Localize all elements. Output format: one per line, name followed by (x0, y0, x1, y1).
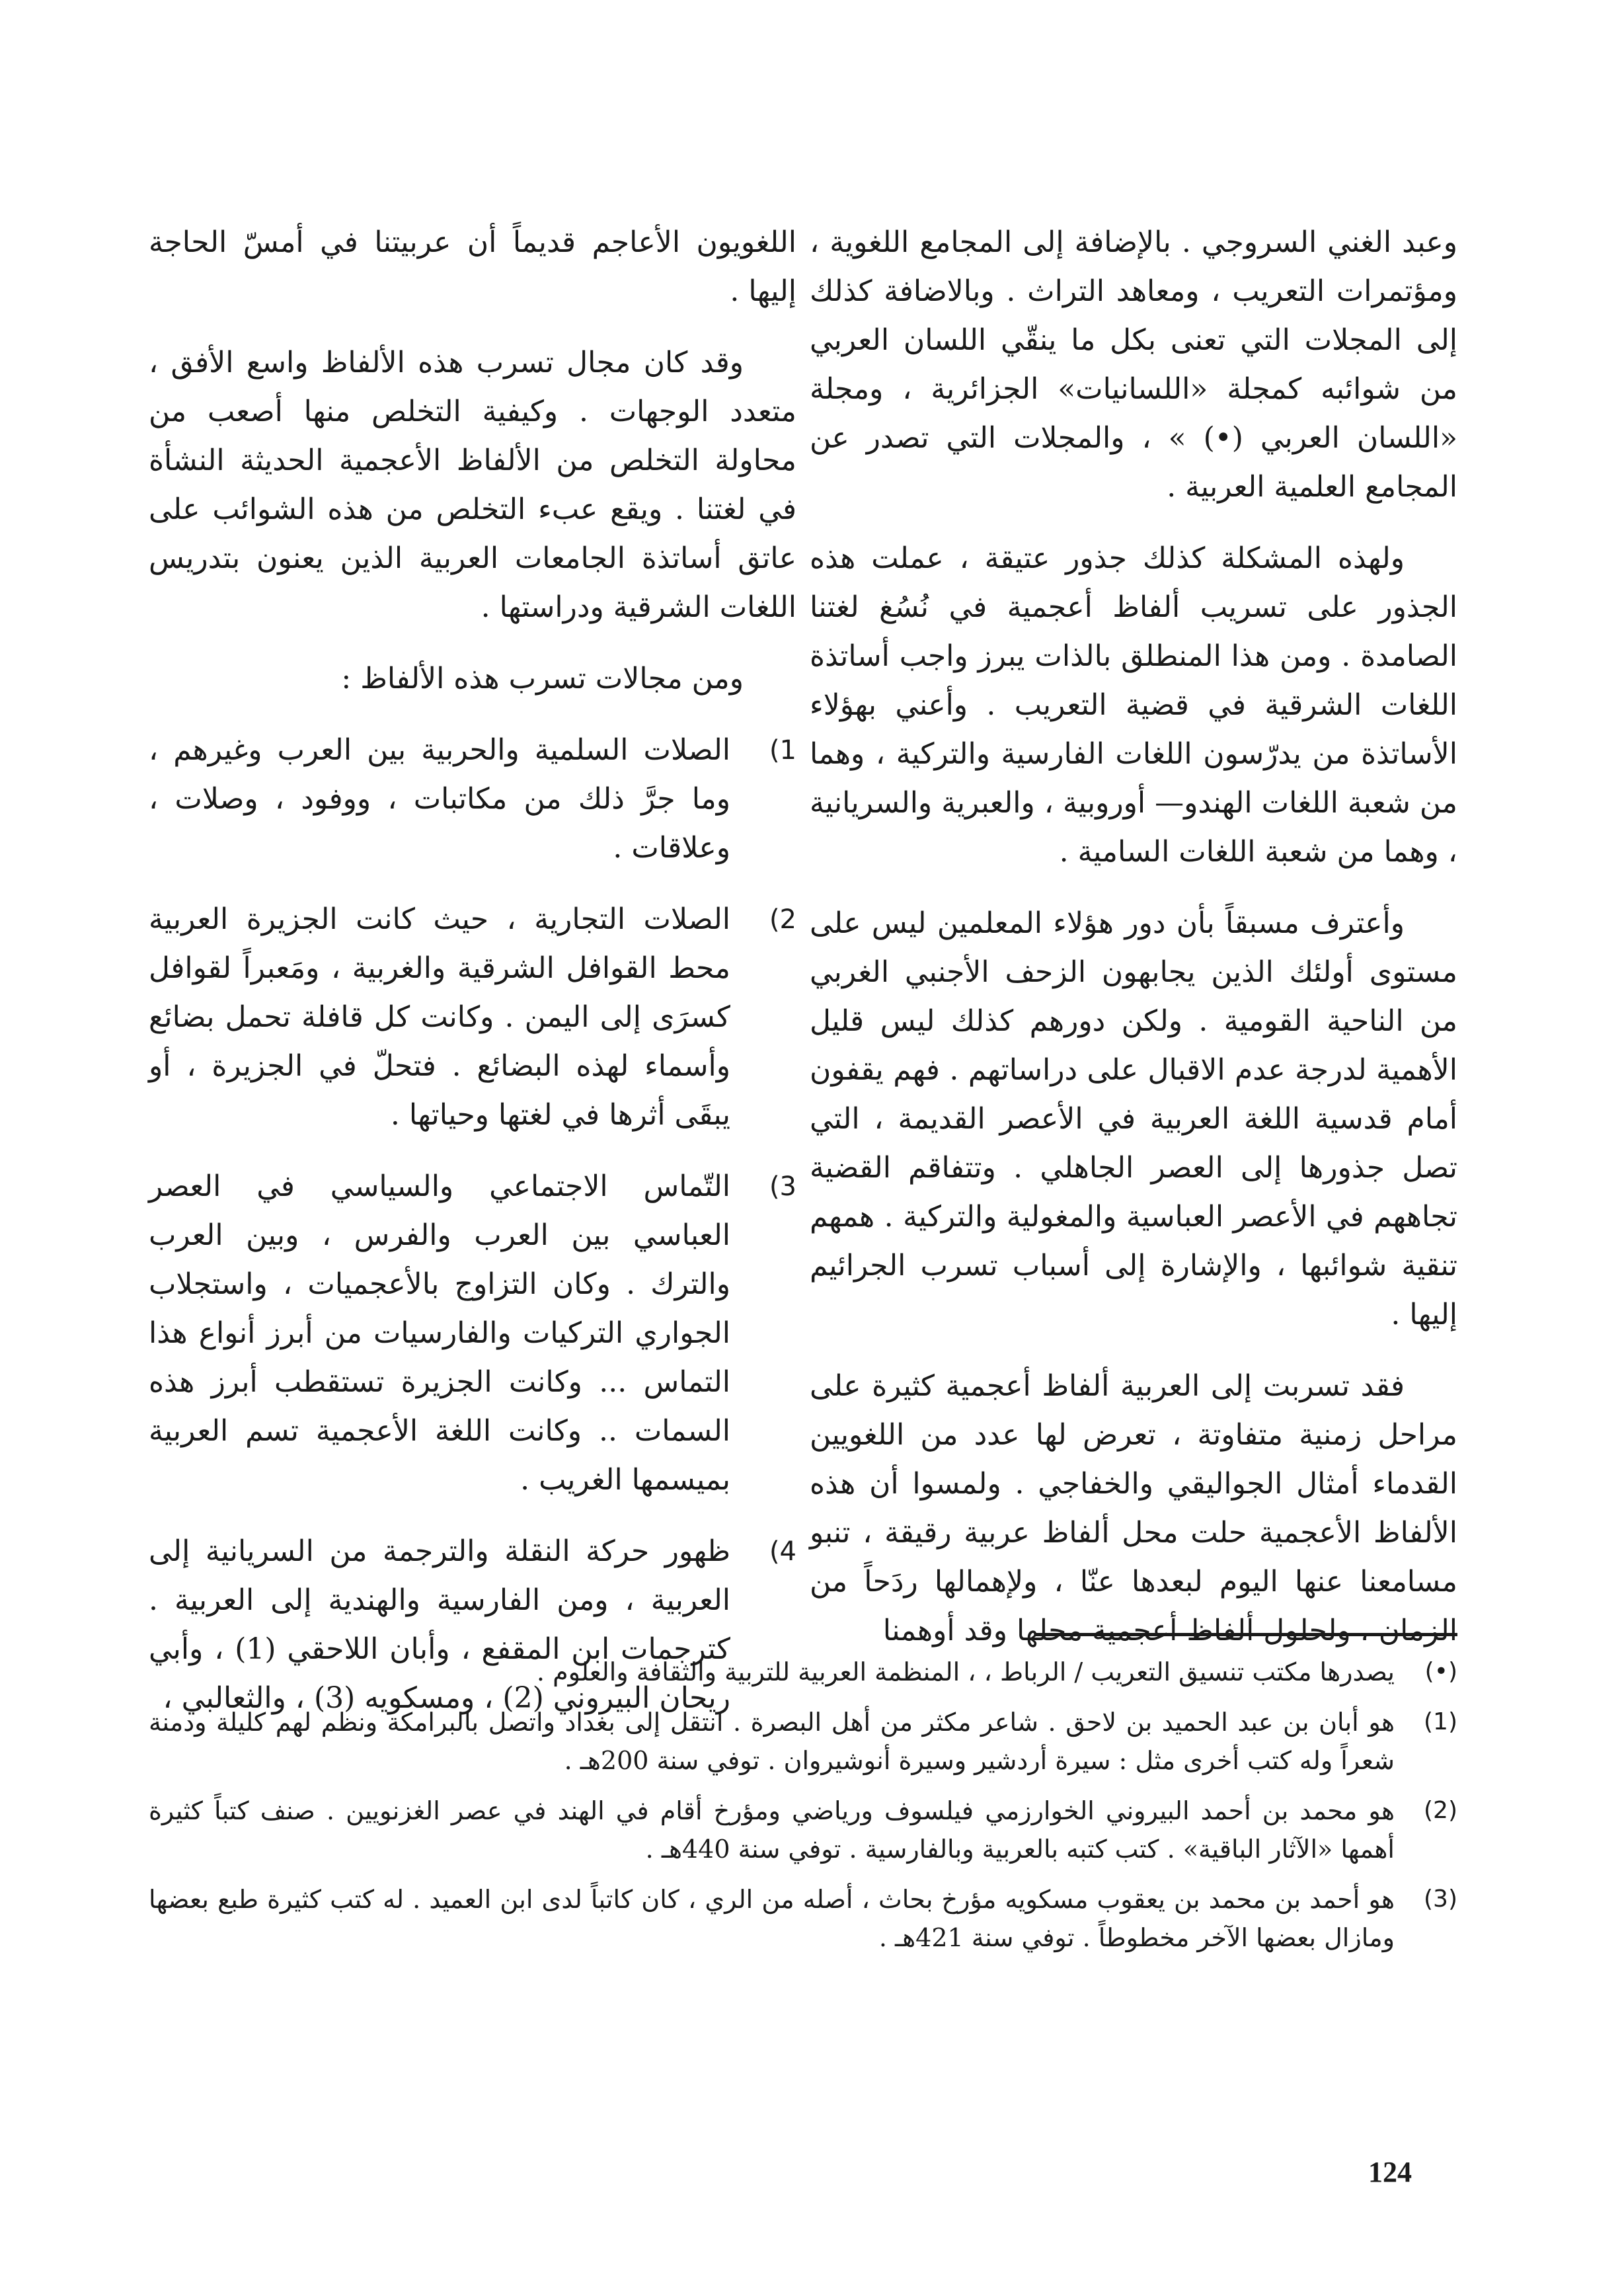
footnote (149, 1880, 1457, 1957)
footnote (149, 1703, 1457, 1780)
numbered-list (149, 726, 796, 1723)
paragraph: اللغويون الأعاجم قديماً أن عربيتنا في أمسّ الحاجة إليها . (149, 225, 796, 308)
footnote (149, 1792, 1457, 1868)
paragraph: ومن مجالات تسرب هذه الألفاظ : (341, 662, 744, 695)
list-marker: 3) (769, 1171, 796, 1202)
list-item (149, 895, 796, 1140)
paragraph: وأعترف مسبقاً بأن دور هؤلاء المعلمين ليس على مستوى أولئك الذين يجابهون الزحف الأجنبي الغربي من الناحية القومية . ولكن دورهم كذلك ليس قليل الأهمية لدرجة عدم الاقبال على دراساتهم . فهم يقفون أمام قدسية اللغة العربية في الأعصر القديمة ، التي تصل جذورها إلى العصر الجاهلي . وتتفاقم القضية تجاههم في الأعصر العباسية والمغولية والتركية . همهم تنقية شوائبها ، والإشارة إلى أسباب تسرب الجرائيم إليها . (810, 906, 1458, 1331)
list-item (149, 726, 796, 873)
footnote-divider (1034, 1633, 1457, 1636)
paragraph: وعبد الغني السروجي . بالإضافة إلى المجامع اللغوية ، ومؤتمرات التعريب ، ومعاهد التراث . وبالاضافة كذلك إلى المجلات التي تعنى بكل ما ينقّي اللسان العربي من شوائبه كمجلة «اللسانيات» الجزائرية ، ومجلة «اللسان العربي (•) » ، والمجلات التي تصدر عن المجامع العلمية العربية . (810, 225, 1457, 504)
footnote-text: هو أبان بن عبد الحميد بن لاحق . شاعر مكثر من أهل البصرة . انتقل إلى بغداد واتصل بالبرامكة ونظم لهم كليلة ودمنة شعراً وله كتب أخرى مثل : سيرة أردشير وسيرة أنوشيروان . توفي سنة 200هـ . (149, 1708, 1395, 1775)
footnote-marker: (2) (1424, 1797, 1457, 1824)
paragraph: وقد كان مجال تسرب هذه الألفاظ واسع الأفق ، متعدد الوجهات . وكيفية التخلص منها أصعب من محاولة التخلص من الألفاظ الأعجمية الحديثة النشأة في لغتنا . ويقع عبء التخلص من هذه الشوائب على عاتق أساتذة الجامعات العربية الذين يعنون بتدريس اللغات الشرقية ودراستها . (149, 346, 796, 624)
footnote-text: هو أحمد بن محمد بن يعقوب مسكويه مؤرخ بحاث ، أصله من الري ، كان كاتباً لدى ابن العميد . له كتب كثيرة طبع بعضها ومازال بعضها الآخر مخطوطاً . توفي سنة 421هـ . (149, 1885, 1395, 1952)
paragraph: ولهذه المشكلة كذلك جذور عتيقة ، عملت هذه الجذور على تسريب ألفاظ أعجمية في نُسُغ لغتنا الصامدة . ومن هذا المنطلق بالذات يبرز واجب أساتذة اللغات الشرقية في قضية التعريب . وأعني بهؤلاء الأساتذة من يدرّسون اللغات الفارسية والتركية ، وهما من شعبة اللغات الهندو— أوروبية ، والعبرية والسريانية ، وهما من شعبة اللغات السامية . (810, 541, 1457, 869)
footnote-marker: (1) (1424, 1708, 1457, 1735)
list-item-text: الصلات السلمية والحربية بين العرب وغيرهم ، وما جرَّ ذلك من مكاتبات ، ووفود ، وصلات ، وعلاقات . (149, 733, 730, 865)
list-item (149, 1162, 796, 1505)
list-marker: 1) (769, 735, 796, 766)
footnote-text: هو محمد بن أحمد البيروني الخوارزمي فيلسوف ورياضي ومؤرخ أقام في الهند في عصر الغزنويين . صنف كتباً كثيرة أهمها «الآثار الباقية» . كتب كتبه بالعربية وبالفارسية . توفي سنة 440هـ . (149, 1796, 1395, 1864)
list-item-text: التّماس الاجتماعي والسياسي في العصر العباسي بين العرب والفرس ، وبين العرب والترك . وكان التزاوج بالأعجميات ، واستجلاب الجواري التركيات والفارسيات من أبرز أنواع هذا التماس ... وكانت الجزيرة تستقطب أبرز هذه السمات .. وكانت اللغة الأعجمية تسم العربية بميسمها الغريب . (149, 1169, 730, 1497)
footnote-text: يصدرها مكتب تنسيق التعريب / الرباط ، ، المنظمة العربية للتربية والثقافة والعلوم . (536, 1657, 1395, 1686)
footnote (149, 1653, 1457, 1691)
right-column (810, 218, 1457, 1678)
footnotes (149, 1653, 1457, 1969)
list-item-text: ظهور حركة النقلة والترجمة من السريانية إلى العربية ، ومن الفارسية والهندية إلى العربية . كترجمات ابن المقفع ، وأبان اللاحقي (1) ، وأبي ريحان البيروني (2) ، ومسكويه (3) ، والثعالبي ، (149, 1534, 731, 1715)
list-marker: 2) (769, 904, 796, 935)
page-number: 124 (1368, 2156, 1412, 2188)
paragraph: فقد تسربت إلى العربية ألفاظ أعجمية كثيرة على مراحل زمنية متفاوتة ، تعرض لها عدد من اللغويين القدماء أمثال الجواليقي والخفاجي . ولمسوا أن هذه الألفاظ الأعجمية حلت محل ألفاظ عربية رقيقة ، تنبو مسامعنا عنها اليوم لبعدها عنّا ، ولإهمالها ردَحاً من الزمان ، ولحلول ألفاظ أعجمية محلها وقد أوهمنا (810, 1369, 1458, 1647)
list-marker: 4) (769, 1536, 796, 1567)
footnote-marker: (3) (1424, 1885, 1457, 1913)
list-item-text: الصلات التجارية ، حيث كانت الجزيرة العربية محط القوافل الشرقية والغربية ، ومَعبراً لقوافل كسرَى إلى اليمن . وكانت كل قافلة تحمل بضائع وأسماء لهذه البضائع . فتحلّ في الجزيرة ، أو يبقَى أثرها في لغتها وحياتها . (149, 902, 730, 1132)
left-column (149, 218, 796, 1745)
footnote-marker: (•) (1424, 1658, 1457, 1685)
